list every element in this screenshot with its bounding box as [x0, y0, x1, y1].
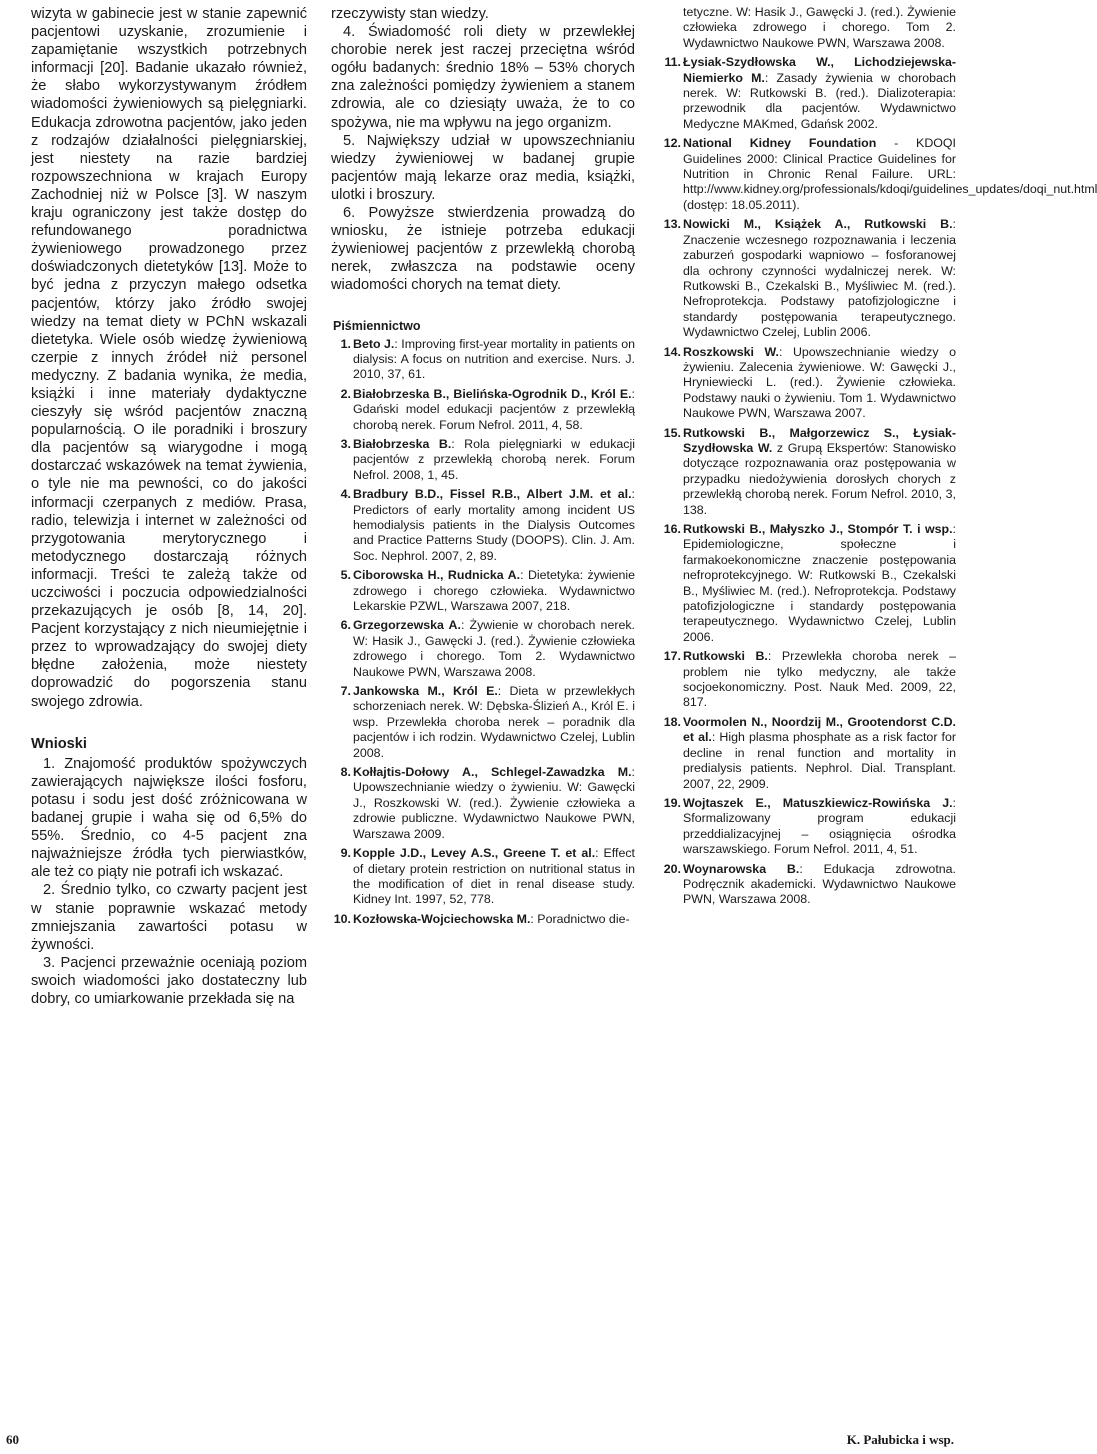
conclusion-6: 6. Powyższe stwierdzenia prowadzą do wniosku, że istnieje potrzeba edukacji żywieniowej pacjentów z przewlekłą chorobą nerek, zwłaszcza na podstawie oceny wiadomości chorych na temat diety.	[331, 205, 635, 294]
reference-item: 12. National Kidney Foundation - KDOQI Guidelines 2000: Clinical Practice Guidelines for Nutrition in Chronic Renal Failure. URL: http://www.kidney.org/professionals/kdoqi/guidelines_updates/doqi_nut.html (dostęp: 18.05.2011).	[663, 136, 1097, 212]
reference-item: 7. Jankowska M., Król E.: Dieta w przewlekłych schorzeniach nerek. W: Dębska-Ślizień A., Król E. i wsp. Przewlekła choroba nerek – poradnik dla pacjentów i ich rodzin. Wydawnictwo Czelej, Lublin 2008.	[340, 684, 635, 760]
reference-item: 8. Kołłajtis-Dołowy A., Schlegel-Zawadzka M.: Upowszechnianie wiedzy o żywieniu. W: Gawęcki J., Roszkowski W. (red.). Żywienie człowieka a zdrowie publiczne. Wydawnictwo Naukowe PWN, Warszawa 2009.	[340, 765, 635, 841]
references-heading: Piśmiennictwo	[333, 318, 421, 333]
reference-item: 20. Woynarowska B.: Edukacja zdrowotna. Podręcznik akademicki. Wydawnictwo Naukowe PWN, Warszawa 2008.	[663, 861, 956, 907]
reference-item: 16. Rutkowski B., Małyszko J., Stompór T. i wsp.: Epidemiologiczne, społeczne i farmakoekonomiczne znaczenie postępowania nefroprotekcyjnego. W: Rutkowski B., Czekalski B., Myśliwiec M. (red.). Nefroprotekcja. Podstawy patofizjologiczne i standardy postępowania terapeutycznego. Wydawnictwo Czelej, Lublin 2006.	[663, 522, 956, 644]
reference-item: 3. Białobrzeska B.: Rola pielęgniarki w edukacji pacjentów z przewlekłą chorobą nerek. Forum Nefrol. 2008, 1, 45.	[340, 436, 635, 482]
section-heading-conclusions: Wnioski	[31, 735, 87, 752]
column-2	[331, 5, 635, 931]
reference-item: 15. Rutkowski B., Małgorzewicz S., Łysiak-Szydłowska W. z Grupą Ekspertów: Stanowisko dotyczące rozpoznawania oraz postępowania w przypadku niedożywienia dorosłych chorych z przewlekłą chorobą nerek. Forum Nefrol. 2010, 3, 138.	[663, 425, 957, 517]
reference-item: 4. Bradbury B.D., Fissel R.B., Albert J.M. et al.: Predictors of early mortality among incident US hemodialysis patients in the Dialysis Outcomes and Practice Patterns Study (DOOPS). Clin. J. Am. Soc. Nephrol. 2007, 2, 89.	[340, 487, 635, 563]
reference-item: 10. Kozłowska-Wojciechowska M.: Poradnictwo die-	[333, 911, 630, 926]
conclusion-4: 4. Świadomość roli diety w przewlekłej chorobie nerek jest raczej przeciętna wśród ogółu badanych: średnio 18% – 53% chorych zna zależności pomiędzy żywieniem a stanem zdrowia, ale co dziesiąty uważa, że to co spożywa, nie ma wpływu na jego organizm.	[331, 24, 635, 131]
reference-item: 19. Wojtaszek E., Matuszkiewicz-Rowińska J.: Sformalizowany program edukacji przeddializacyjnej – osiągnięcia ośrodka warszawskiego. Forum Nefrol. 2011, 4, 51.	[663, 795, 956, 857]
column-3	[657, 5, 1097, 912]
references-list-1	[331, 337, 635, 928]
reference-continuation: tetyczne. W: Hasik J., Gawęcki J. (red.). Żywienie człowieka zdrowego i chorego. Tom 2. Wydawnictwo Naukowe PWN, Warszawa 2008.	[683, 5, 956, 50]
reference-item: 13. Nowicki M., Książek A., Rutkowski B.: Znaczenie wczesnego rozpoznawania i leczenia zaburzeń gospodarki wapniowo – fosforanowej dla ochrony czynności wydalniczej nerek. W: Rutkowski B., Czekalski B., Myśliwiec M. (red.). Nefroprotekcja. Podstawy patofizjologiczne i standardy postępowania terapeutycznego. Wydawnictwo Czelej, Lublin 2006.	[663, 217, 956, 340]
reference-item: 18. Voormolen N., Noordzij M., Grootendorst C.D. et al.: High plasma phosphate as a risk factor for decline in renal function and mortality in predialysis patients. Nephrol. Dial. Transplant. 2007, 22, 2909.	[663, 714, 956, 791]
reference-item: 11. Łysiak-Szydłowska W., Lichodziejewska-Niemierko M.: Zasady żywienia w chorobach nerek. W: Rutkowski B. (red.). Dializoterapia: przewodnik dla pacjentów. Wydawnictwo Medyczne MAKmed, Gdańsk 2002.	[664, 55, 956, 131]
reference-item: 6. Grzegorzewska A.: Żywienie w chorobach nerek. W: Hasik J., Gawęcki J. (red.). Żywienie człowieka zdrowego i chorego. Tom 2. Wydawnictwo Naukowe PWN, Warszawa 2008.	[340, 618, 635, 679]
reference-item: 5. Ciborowska H., Rudnicka A.: Dietetyka: żywienie zdrowego i chorego człowieka. Wydawnictwo Lekarskie PZWL, Warszawa 2007, 218.	[340, 568, 635, 613]
running-author: K. Pałubicka i wsp.	[846, 1432, 954, 1447]
conclusion-1: 1. Znajomość produktów spożywczych zawierających największe ilości fosforu, potasu i sodu jest dość zróżnicowana w badanej grupie i waha się od 6,5% do 55%. Średnio, co 4-5 pacjent zna najważniejsze źródła tych pierwiastków, ale też co piąty nie potrafi ich wskazać.	[31, 755, 307, 881]
page-number: 60	[6, 1432, 19, 1447]
paragraph-discussion: wizyta w gabinecie jest w stanie zapewnić pacjentowi uzyskanie, zrozumienie i zapamiętanie wszystkich potrzebnych informacji [20]. Badanie ukazało również, że słabo wykorzystywanym źródłem wiadomości żywieniowych są pielęgniarki. Edukacja zdrowotna pacjentów, jako jeden z rodzajów działalności pielęgniarskiej, jest niestety na razie bardziej rozpowszechniona w krajach Europy Zachodniej niż w Polsce [3]. W naszym kraju ograniczony jest także dostęp do refundowanego poradnictwa żywieniowego prowadzonego przez doświadczonych dietetyków [13]. Może to być jedna z przyczyn małego odsetka pacjentów, którzy jako źródło swojej wiedzy na temat diety w PChN wskazali dietetyka. Wiele osób wiedzę żywieniową czerpie z innych źródeł niż personel medyczny. Z badania wynika, że media, książki i inne materiały dydaktyczne cieszyły się wśród pacjentów znaczną popularnością. O ile poradniki i broszury dla pacjentów są wiarygodne i mogą dostarczać wskazówek na temat żywienia, o tyle nie ma pewności, co do jakości informacji czerpanych z mediów. Prasa, radio, telewizja i internet w zależności od przygotowania merytorycznego i metodycznego dostarczają różnych informacji. Treści te zależą także od uczciwości i poczucia odpowiedzialności przekazujących je osób [8, 14, 20]. Pacjent korzystający z nich nieumiejętnie i przez to wprowadzający do swojej diety błędne założenia, może niestety doprowadzić do pogorszenia stanu swojego zdrowia.	[31, 6, 307, 710]
conclusion-5: 5. Największy udział w upowszechnianiu wiedzy żywieniowej w badanej grupie pacjentów mają lekarze oraz media, książki, ulotki i broszury.	[331, 132, 635, 203]
reference-item: 1. Beto J.: Improving first-year mortality in patients on dialysis: A focus on nutrition and exercise. Nurs. J. 2010, 37, 61.	[340, 336, 635, 382]
conclusion-3: 3. Pacjenci przeważnie oceniają poziom swoich wiadomości jako dostateczny lub dobry, co umiarkowanie przekłada się na	[31, 954, 307, 1007]
reference-item: 9. Kopple J.D., Levey A.S., Greene T. et al.: Effect of dietary protein restriction on nutritional status in the modification of diet in renal disease study. Kidney Int. 1997, 52, 778.	[340, 846, 635, 907]
reference-item: 14. Roszkowski W.: Upowszechnianie wiedzy o żywieniu. Zalecenia żywieniowe. W: Gawęcki J., Hryniewiecki L. (red.). Żywienie człowieka. Podstawy nauki o żywieniu. Tom 1. Wydawnictwo Naukowe PWN, Warszawa 2007.	[663, 344, 956, 421]
reference-item: 2. Białobrzeska B., Bielińska-Ogrodnik D., Król E.: Gdański model edukacji pacjentów z przewlekłą chorobą nerek. Forum Nefrol. 2011, 4, 58.	[340, 386, 635, 432]
conclusion-3-continuation: rzeczywisty stan wiedzy.	[331, 6, 489, 22]
conclusion-2: 2. Średnio tylko, co czwarty pacjent jest w stanie poprawnie wskazać metody zmniejszania zawartości potasu w żywności.	[31, 882, 307, 953]
reference-item: 17. Rutkowski B.: Przewlekła choroba nerek – problem nie tylko medyczny, ale także socjoekonomiczny. Post. Nauk Med. 2009, 22, 817.	[663, 649, 956, 710]
column-1	[31, 5, 307, 1008]
